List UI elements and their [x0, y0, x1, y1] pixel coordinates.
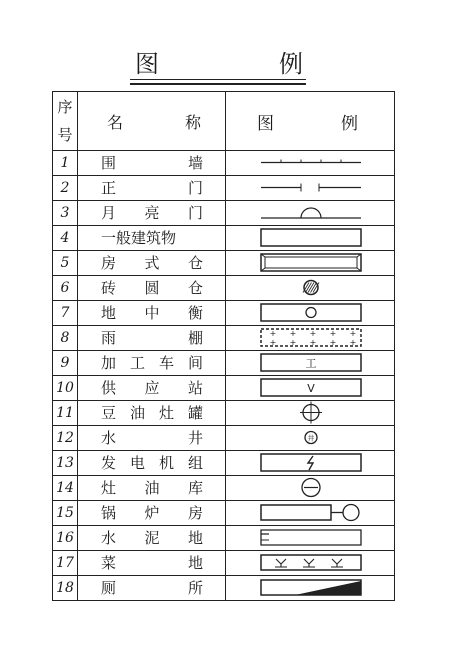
table-row: [53, 225, 394, 250]
row-name-char: 泥: [144, 529, 160, 547]
row-name: [77, 250, 225, 275]
row-number: 6: [60, 279, 70, 296]
row-number: 2: [60, 179, 70, 196]
row-name-char: 月: [101, 204, 117, 222]
generator-icon: [225, 450, 394, 475]
row-number: 12: [56, 429, 74, 446]
row-name-char: 灶: [101, 479, 117, 497]
svg-text:+: +: [329, 338, 337, 347]
table-row: [53, 575, 394, 600]
title-underline: [130, 79, 306, 80]
row-number: 17: [56, 554, 74, 571]
svg-text:+: +: [269, 338, 277, 347]
svg-text:+: +: [309, 329, 317, 338]
row-name-char: 电: [129, 454, 145, 472]
oil-depot-icon: [225, 475, 394, 500]
row-name-char: 式: [144, 254, 160, 272]
row-name: [77, 525, 225, 550]
boiler-room-icon: [225, 500, 394, 525]
round-silo-icon: [225, 275, 394, 300]
row-name-char: 应: [144, 379, 160, 397]
svg-text:+: +: [289, 329, 297, 338]
row-name: [77, 400, 225, 425]
row-name-char: 门: [187, 204, 203, 222]
row-name-char: 菜: [101, 554, 117, 572]
row-name-char: 豆: [101, 404, 117, 422]
row-name-char: 仓: [187, 254, 203, 272]
row-name-char: 厕: [101, 579, 117, 597]
workshop-icon: [225, 350, 394, 375]
table-row: [53, 550, 394, 575]
row-name-char: 油: [129, 404, 145, 422]
moon-gate-icon: [225, 200, 394, 225]
row-number: 5: [60, 254, 70, 271]
table-row: [53, 200, 394, 225]
row-name-char: 圆: [144, 279, 160, 297]
table-row: [53, 375, 394, 400]
row-name-char: 棚: [187, 329, 203, 347]
row-name-char: 围: [101, 154, 117, 172]
canopy-icon: [225, 325, 394, 350]
row-name: [77, 175, 225, 200]
row-name-char: 间: [187, 354, 203, 372]
vegetable-field-icon: [225, 550, 394, 575]
row-number: 15: [56, 504, 74, 521]
header-number-line2: 号: [57, 126, 73, 144]
header-number: [53, 92, 77, 150]
row-name-char: 车: [158, 354, 174, 372]
row-name: [77, 300, 225, 325]
header-name-char: 名: [107, 112, 124, 132]
title-char-1: 图: [135, 49, 161, 78]
header-number-line1: 序: [57, 98, 73, 116]
house-warehouse-icon: [225, 250, 394, 275]
well-icon: [225, 425, 394, 450]
row-name: [77, 450, 225, 475]
row-name-char: 正: [101, 179, 117, 197]
row-number: 13: [56, 454, 74, 471]
row-name: [77, 425, 225, 450]
row-name: [77, 575, 225, 600]
table-row: [53, 525, 394, 550]
table-row: [53, 150, 394, 175]
header-name: [77, 92, 225, 150]
table-row: [53, 275, 394, 300]
row-name-char: 锅: [101, 504, 117, 522]
row-name-char: 炉: [144, 504, 160, 522]
row-name-char: 门: [187, 179, 203, 197]
row-name: [77, 375, 225, 400]
svg-text:+: +: [349, 329, 357, 338]
header-name-char: 称: [184, 112, 201, 132]
row-name: [77, 325, 225, 350]
row-name: [77, 500, 225, 525]
row-name-char: 墙: [187, 154, 203, 172]
table-row: [53, 400, 394, 425]
row-name-char: 工: [129, 354, 145, 372]
row-number: 4: [60, 229, 70, 246]
row-number: 10: [56, 379, 74, 396]
row-name: [77, 350, 225, 375]
supply-station-icon: [225, 375, 394, 400]
row-name-char: 站: [187, 379, 203, 397]
oil-tank-icon: [225, 400, 394, 425]
svg-text:+: +: [349, 338, 357, 347]
table-row: [53, 475, 394, 500]
table-row: [53, 250, 394, 275]
row-name-char: 所: [187, 579, 203, 597]
row-number: 11: [56, 404, 74, 421]
table-row: [53, 300, 394, 325]
svg-text:V: V: [307, 382, 315, 395]
table-row: [53, 425, 394, 450]
row-name: [77, 475, 225, 500]
row-name-char: 一般建筑物: [101, 229, 177, 247]
row-number: 16: [56, 529, 74, 546]
row-name-char: 房: [101, 254, 117, 272]
legend-table: [52, 91, 395, 601]
row-name-char: 井: [187, 429, 203, 447]
row-name: [77, 225, 225, 250]
svg-text:+: +: [329, 329, 337, 338]
row-name-char: 库: [187, 479, 203, 497]
table-row: [53, 450, 394, 475]
svg-text:工: 工: [305, 357, 317, 370]
header-symbol-char: 例: [341, 113, 358, 134]
toilet-icon: [225, 575, 394, 600]
row-name-char: 供: [101, 379, 117, 397]
table-row: [53, 350, 394, 375]
svg-text:+: +: [309, 338, 317, 347]
row-number: 9: [60, 354, 70, 371]
row-name-char: 亮: [144, 204, 160, 222]
building-rect-icon: [225, 225, 394, 250]
row-name-char: 房: [187, 504, 203, 522]
header-symbol: [225, 92, 394, 150]
cement-floor-icon: [225, 525, 394, 550]
row-name-char: 组: [187, 454, 203, 472]
svg-text:+: +: [269, 329, 277, 338]
main-gate-icon: [225, 175, 394, 200]
row-name-char: 油: [144, 479, 160, 497]
row-name: [77, 550, 225, 575]
page-title: [135, 46, 305, 76]
row-name-char: 地: [187, 529, 203, 547]
svg-text:井: 井: [307, 434, 315, 443]
row-number: 18: [56, 579, 74, 596]
row-name-char: 地: [101, 304, 117, 322]
row-name: [77, 150, 225, 175]
row-name-char: 中: [144, 304, 160, 322]
table-row: [53, 500, 394, 525]
row-number: 3: [60, 204, 70, 221]
row-number: 1: [60, 154, 70, 171]
row-name-char: 灶: [158, 404, 174, 422]
svg-text:+: +: [289, 338, 297, 347]
row-name-char: 水: [101, 429, 117, 447]
row-name-char: 砖: [101, 279, 117, 297]
row-name-char: 仓: [187, 279, 203, 297]
row-name-char: 水: [101, 529, 117, 547]
row-number: 8: [60, 329, 70, 346]
title-underline-double: [130, 83, 306, 85]
header-symbol-char: 图: [257, 113, 274, 134]
row-name-char: 加: [101, 354, 117, 372]
row-name-char: 地: [187, 554, 203, 572]
row-number: 7: [60, 304, 70, 321]
row-name-char: 衡: [187, 304, 203, 322]
table-row: [53, 175, 394, 200]
row-number: 14: [56, 479, 74, 496]
row-name-char: 雨: [101, 329, 117, 347]
row-name-char: 机: [158, 454, 174, 472]
table-row: [53, 325, 394, 350]
row-name: [77, 275, 225, 300]
wall-line-icon: [225, 150, 394, 175]
scale-icon: [225, 300, 394, 325]
row-name: [77, 200, 225, 225]
row-name-char: 罐: [187, 404, 203, 422]
title-char-2: 例: [279, 49, 305, 78]
row-name-char: 发: [101, 454, 117, 472]
